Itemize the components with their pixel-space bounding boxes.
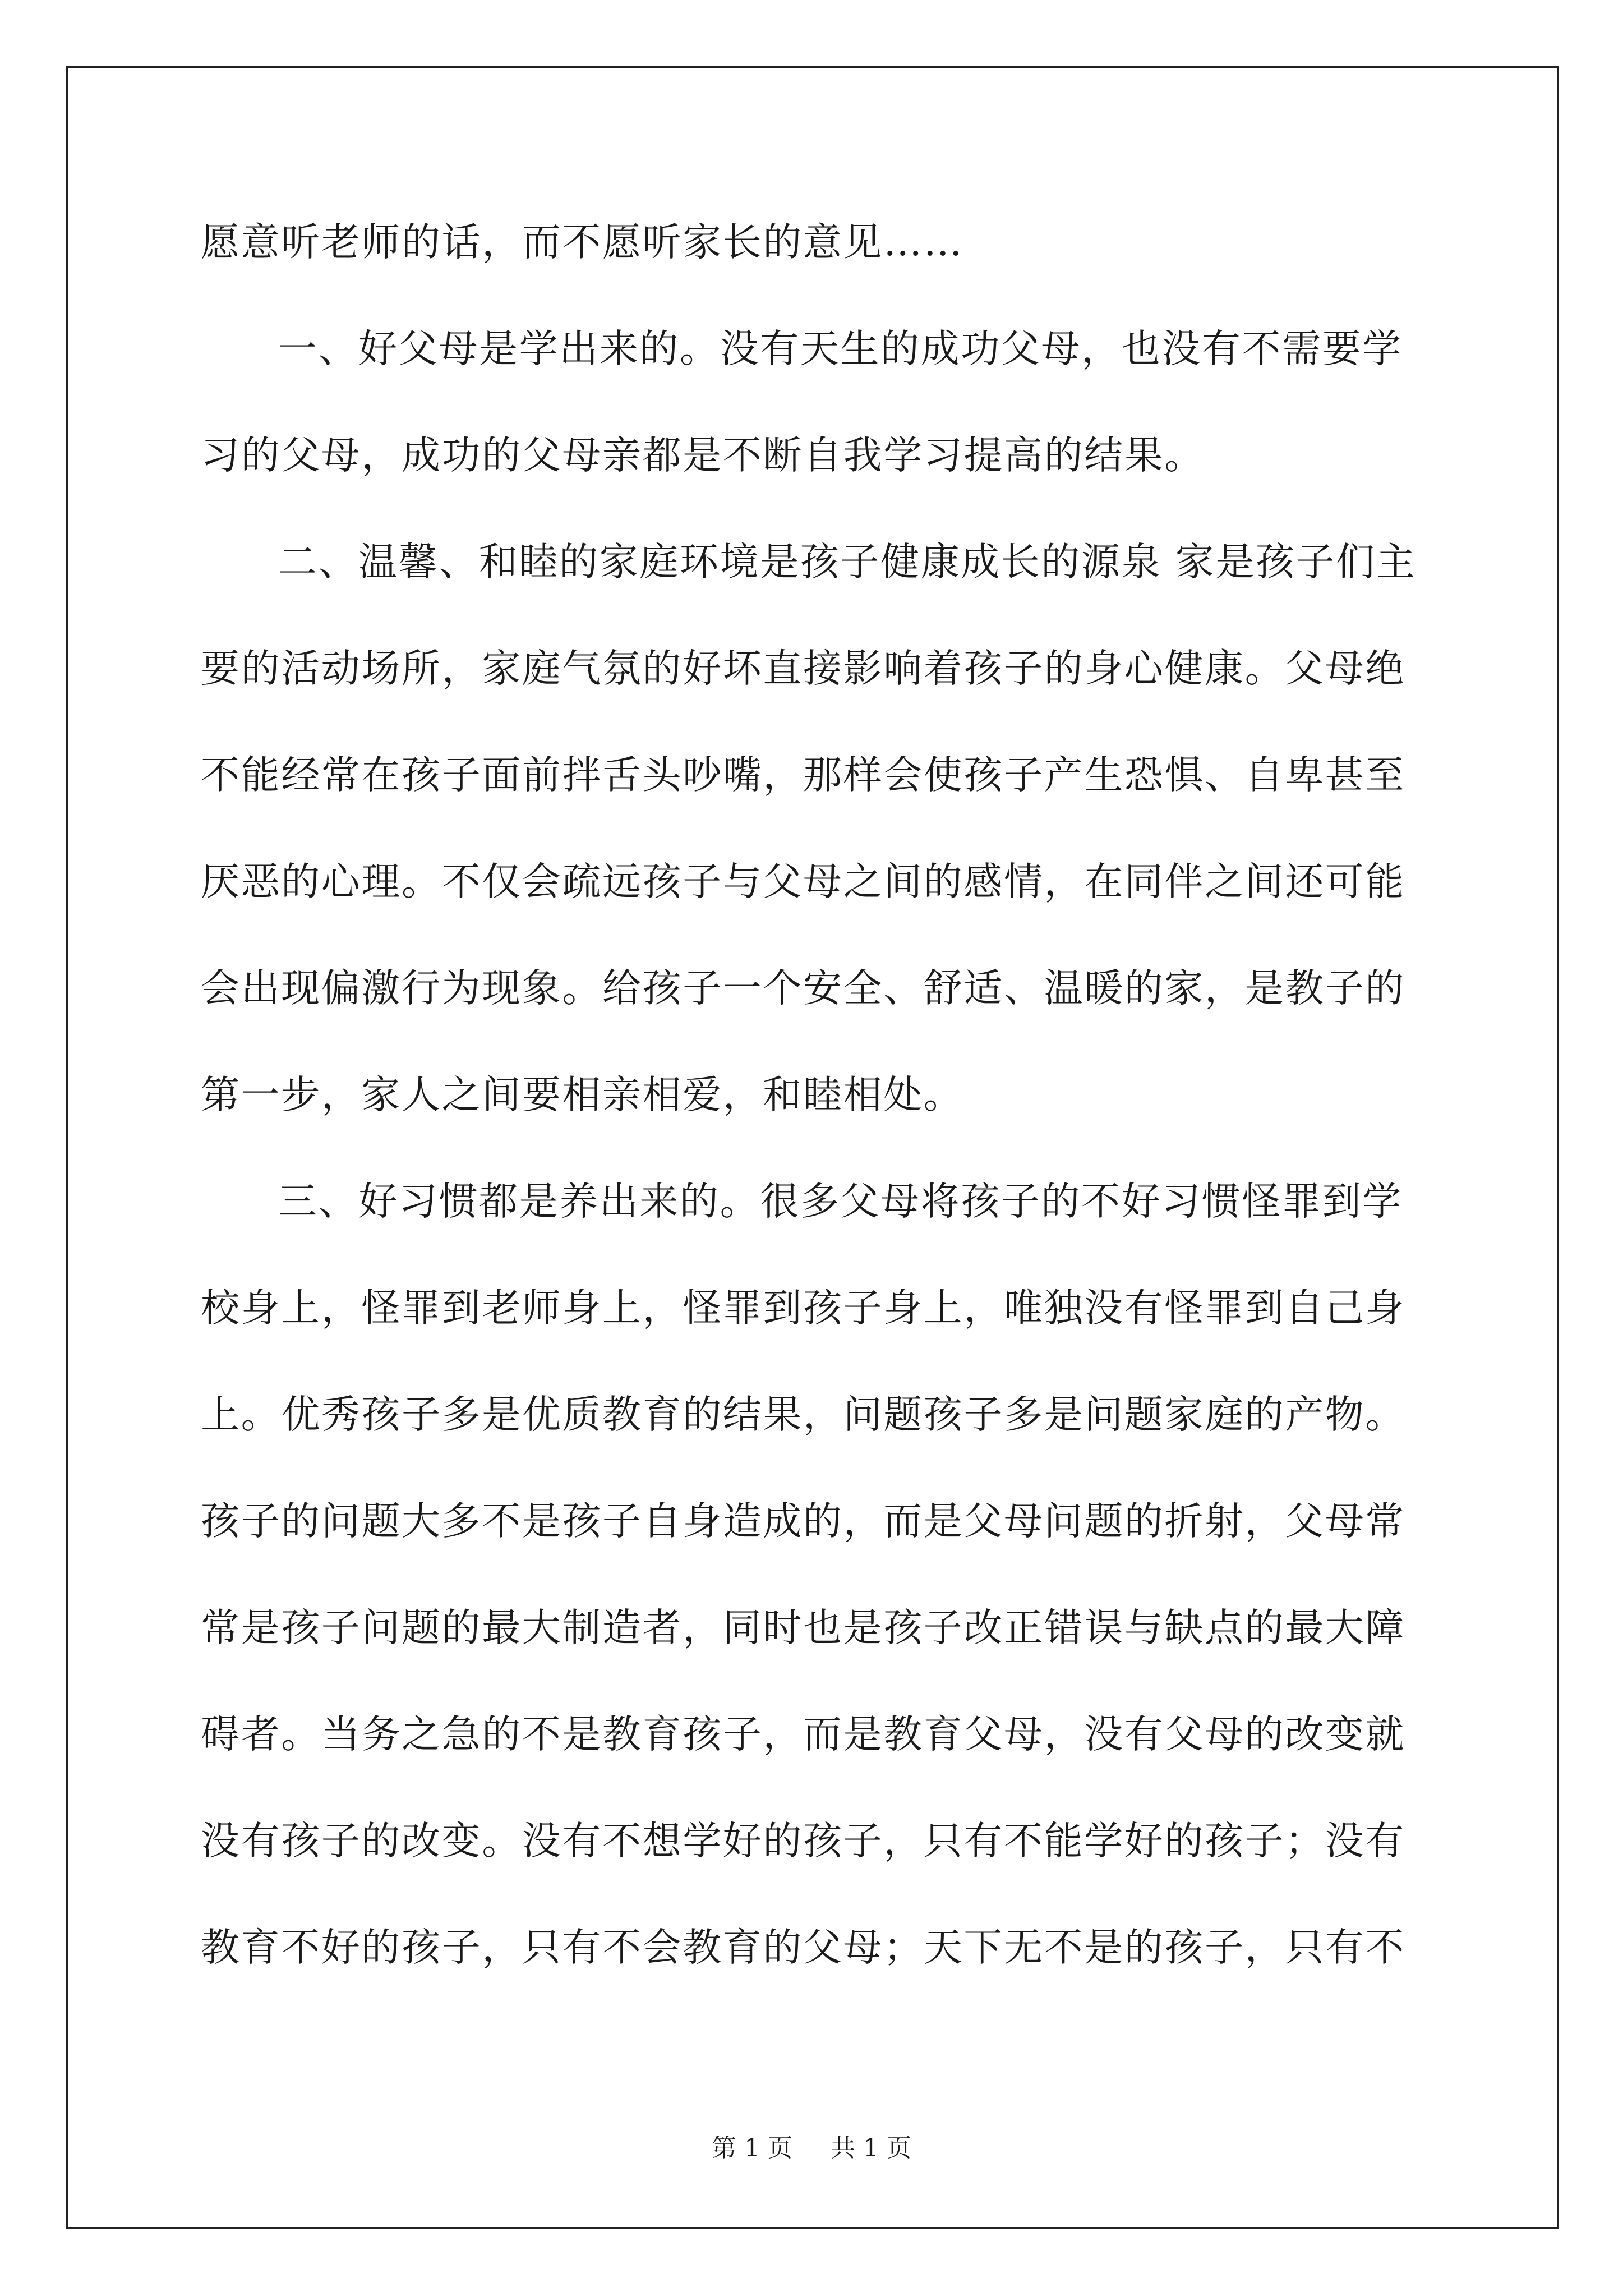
text-line-6: 不能经常在孩子面前拌舌头吵嘴，那样会使孩子产生恐惧、自卑甚至 [201, 753, 1405, 798]
text-line-11: 校身上，怪罪到老师身上，怪罪到孩子身上，唯独没有怪罪到自己身 [201, 1286, 1405, 1331]
text-line-3: 习的父母，成功的父母亲都是不断自我学习提高的结果。 [201, 433, 1205, 478]
text-line-1: 愿意听老师的话，而不愿听家长的意见…… [201, 220, 964, 265]
page-total: 共 1 页 [831, 2134, 911, 2162]
text-line-5: 要的活动场所，家庭气氛的好坏直接影响着孩子的身心健康。父母绝 [201, 646, 1405, 691]
text-line-8: 会出现偏激行为现象。给孩子一个安全、舒适、温暖的家，是教子的 [201, 966, 1405, 1011]
text-line-4: 二、温馨、和睦的家庭环境是孩子健康成长的源泉 家是孩子们主 [278, 540, 1417, 585]
text-line-13: 孩子的问题大多不是孩子自身造成的，而是父母问题的折射，父母常 [201, 1499, 1405, 1544]
text-line-16: 没有孩子的改变。没有不想学好的孩子，只有不能学好的孩子；没有 [201, 1819, 1405, 1864]
text-line-14: 常是孩子问题的最大制造者，同时也是孩子改正错误与缺点的最大障 [201, 1605, 1405, 1650]
text-line-15: 碍者。当务之急的不是教育孩子，而是教育父母，没有父母的改变就 [201, 1712, 1405, 1757]
page-border [66, 66, 1559, 2229]
page-footer [0, 2132, 1623, 2165]
page-number: 第 1 页 [712, 2134, 792, 2162]
text-line-10: 三、好习惯都是养出来的。很多父母将孩子的不好习惯怪罪到学 [278, 1179, 1403, 1224]
text-line-7: 厌恶的心理。不仅会疏远孩子与父母之间的感情，在同伴之间还可能 [201, 859, 1405, 904]
text-line-9: 第一步，家人之间要相亲相爱，和睦相处。 [201, 1073, 964, 1117]
text-line-2: 一、好父母是学出来的。没有天生的成功父母，也没有不需要学 [278, 326, 1403, 371]
text-line-17: 教育不好的孩子，只有不会教育的父母；天下无不是的孩子，只有不 [201, 1925, 1405, 1970]
text-line-12: 上。优秀孩子多是优质教育的结果，问题孩子多是问题家庭的产物。 [201, 1392, 1405, 1437]
